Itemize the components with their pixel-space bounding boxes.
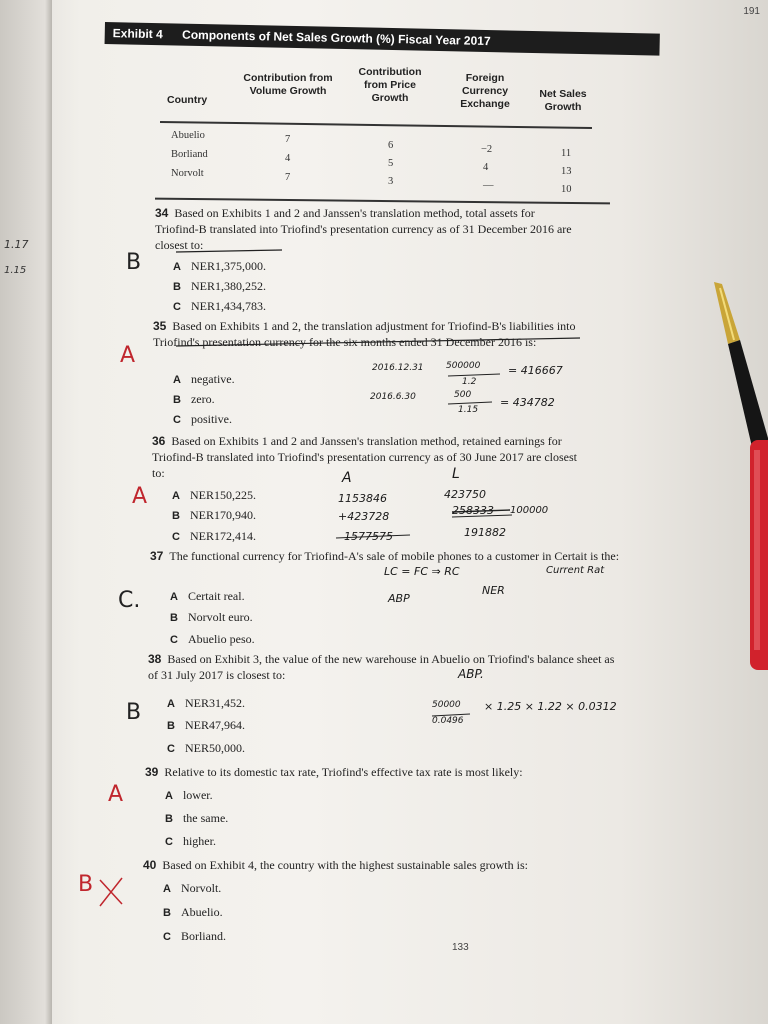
row-borliand-country: Borliand	[171, 149, 208, 160]
margin-note-a: 1.17	[4, 238, 29, 251]
q38-option-c: C NER50,000.	[167, 741, 245, 755]
q40-option-a: A Norvolt.	[163, 881, 222, 895]
q35-option-a: A negative.	[173, 372, 235, 386]
q35-date-2: 2016.6.30	[370, 392, 416, 402]
q36-col-a: A	[342, 470, 352, 486]
q35-den-2: 1.15	[458, 405, 479, 415]
q35-result-2: = 434782	[500, 396, 555, 409]
q39-option-b: B the same.	[165, 811, 229, 825]
answer-38: B	[126, 700, 142, 725]
col-header-country: Country	[167, 94, 208, 106]
col-header-fx: Foreign Currency Exchange	[460, 72, 510, 110]
question-35: 35 Based on Exhibits 1 and 2, the translation adjustment for Triofind-B's liabilities into Triofind's presentation currency for the six months ended 31 December 2016 is:	[153, 319, 576, 349]
q39-option-c: C higher.	[165, 834, 216, 848]
q39-option-a: A lower.	[165, 788, 213, 802]
row-abuelio-country: Abuelio	[171, 130, 205, 141]
q35-den-1: 1.2	[462, 377, 477, 387]
col-header-price: Contribution from Price Growth	[358, 66, 422, 104]
q34-option-c: C NER1,434,783.	[173, 299, 266, 313]
q38-abp-note: ABP.	[458, 667, 484, 681]
q36-option-a: A NER150,225.	[172, 488, 256, 502]
col-header-net: Net Sales Growth	[539, 88, 587, 113]
q40-cross-mark	[100, 878, 122, 906]
q35-num-2: 500	[454, 390, 472, 400]
red-pen-icon	[740, 440, 768, 670]
footer-page-number: 133	[452, 942, 469, 953]
row-norvolt-net: 10	[561, 184, 572, 195]
row-borliand-price: 5	[388, 158, 394, 169]
exhibit-label: Exhibit 4	[112, 26, 163, 42]
q35-num-1: 500000	[446, 361, 481, 371]
q38-option-b: B NER47,964.	[167, 718, 245, 732]
q37-equation: LC = FC ⇒ RC	[384, 565, 460, 578]
row-norvolt-fx: —	[483, 180, 494, 191]
question-40: 40 Based on Exhibit 4, the country with the highest sustainable sales growth is:	[143, 858, 528, 872]
question-36: 36 Based on Exhibits 1 and 2 and Janssen's translation method, retained earnings for Triofind-B translated into Triofind's presentation currency as of 30 June 2017 are closest to:	[152, 434, 577, 480]
q38-num: 50000	[432, 700, 461, 710]
row-abuelio-net: 11	[561, 148, 572, 159]
question-37: 37 The functional currency for Triofind-A's sale of mobile phones to a customer in Certait is the:	[150, 549, 620, 563]
q36-col-l: L	[452, 466, 460, 482]
q35-frac-1	[448, 374, 500, 376]
q36-option-c: C NER172,414.	[172, 529, 256, 543]
row-borliand-fx: 4	[483, 162, 489, 173]
row-norvolt-price: 3	[388, 176, 394, 187]
question-38: 38 Based on Exhibit 3, the value of the new warehouse in Abuelio on Triofind's balance sheet as of 31 July 2017 is closest to:	[148, 652, 615, 682]
exhibit-title: Components of Net Sales Growth (%) Fiscal Year 2017	[181, 27, 491, 49]
answer-40: B	[78, 872, 94, 897]
q38-multipliers: × 1.25 × 1.22 × 0.0312	[484, 700, 617, 713]
q36-a-3: 1577575	[344, 530, 393, 543]
row-borliand-net: 13	[561, 166, 572, 177]
q38-option-a: A NER31,452.	[167, 696, 245, 710]
answer-36: A	[132, 484, 148, 509]
q37-option-a: A Certait real.	[170, 589, 245, 603]
question-39: 39 Relative to its domestic tax rate, Triofind's effective tax rate is most likely:	[145, 765, 523, 779]
row-norvolt-volume: 7	[285, 172, 291, 183]
q40-option-b: B Abuelio.	[163, 905, 223, 919]
q36-l-3: 191882	[464, 526, 506, 539]
top-page-number: 191	[743, 6, 760, 17]
row-norvolt-country: Norvolt	[171, 168, 204, 179]
question-number: 34	[155, 206, 169, 220]
q35-result-1: = 416667	[508, 364, 563, 377]
q34-option-b: B NER1,380,252.	[173, 279, 266, 293]
col-header-volume: Contribution from Volume Growth	[243, 72, 333, 97]
q37-option-c: C Abuelio peso.	[170, 632, 255, 646]
q36-option-b: B NER170,940.	[172, 508, 256, 522]
answer-34: B	[126, 250, 142, 275]
row-abuelio-price: 6	[388, 140, 394, 151]
row-borliand-volume: 4	[285, 153, 291, 164]
answer-39: A	[108, 782, 124, 807]
row-abuelio-fx: −2	[481, 144, 493, 155]
q37-rate-note: Current Rat	[546, 565, 605, 576]
q35-frac-2	[448, 402, 492, 404]
row-abuelio-volume: 7	[285, 134, 291, 145]
q35-underline	[176, 338, 580, 346]
q36-l-1: 423750	[444, 488, 486, 501]
q35-date-1: 2016.12.31	[372, 363, 424, 373]
margin-note-b: 1.15	[4, 265, 27, 276]
q38-den: 0.0496	[432, 716, 464, 726]
question-stem: Based on Exhibits 1 and 2 and Janssen's translation method, total assets for Triofind-B translated into Triofind's presentation currency as of 31 December 2016 are closest to:	[155, 206, 572, 252]
q35-option-c: C positive.	[173, 412, 232, 426]
q36-a-2: +423728	[338, 510, 390, 523]
q36-l-2: 258333	[452, 504, 494, 517]
q40-option-c: C Borliand.	[163, 929, 226, 943]
q37-option-b: B Norvolt euro.	[170, 610, 253, 624]
q36-a-1: 1153846	[338, 492, 387, 505]
q36-l-2b: 100000	[510, 505, 549, 516]
answer-35: A	[120, 343, 136, 368]
q34-option-a: A NER1,375,000.	[173, 259, 266, 273]
q37-abp-note: ABP	[388, 592, 410, 605]
answer-37: C.	[118, 588, 141, 613]
q37-ner-note: NER	[482, 584, 505, 597]
q35-option-b: B zero.	[173, 392, 215, 406]
q34-underline	[176, 250, 282, 252]
